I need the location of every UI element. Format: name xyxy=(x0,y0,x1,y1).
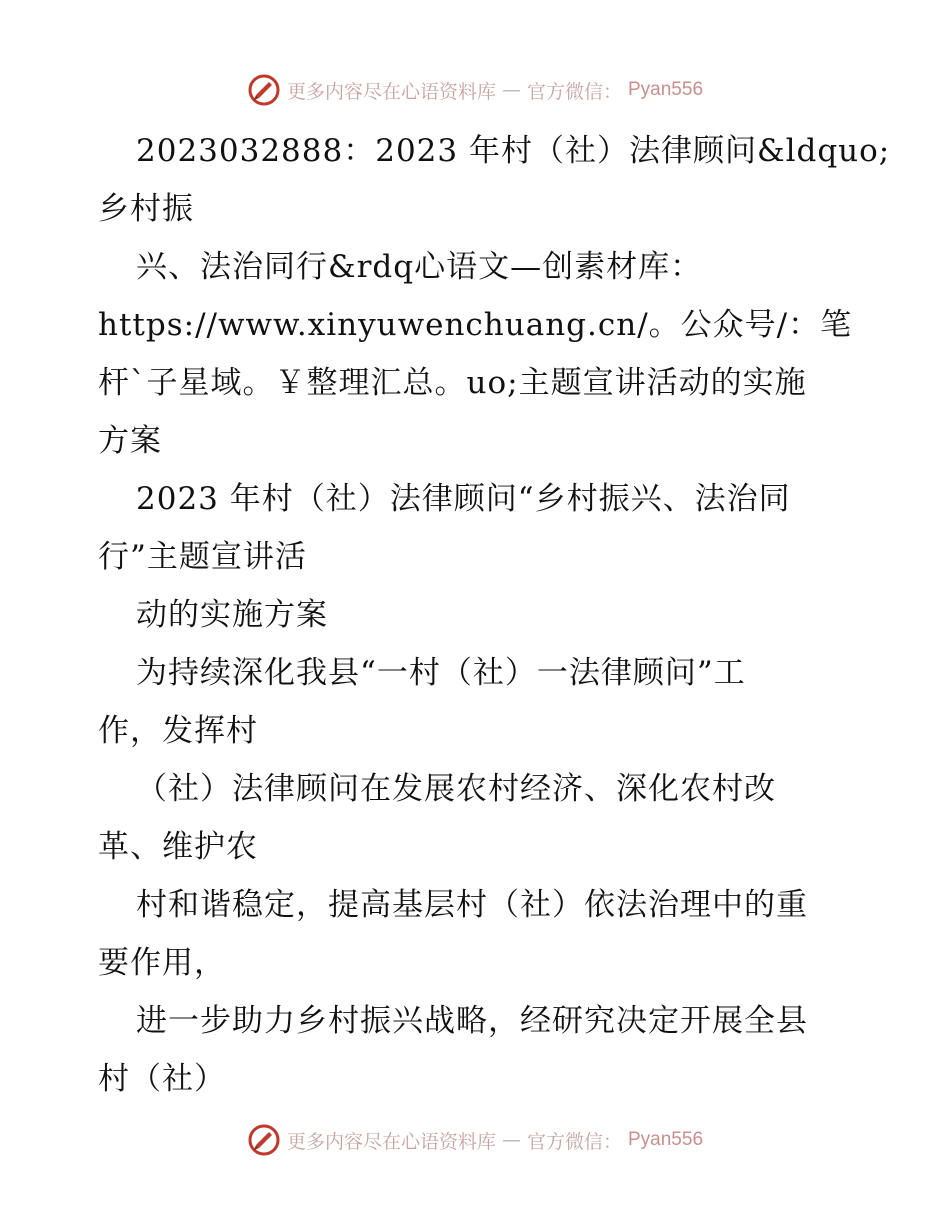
text-line: 作，发挥村 xyxy=(98,713,258,749)
footer-site-text: 更多内容尽在心语资料库 xyxy=(286,1130,496,1153)
brand-logo-icon xyxy=(247,73,281,107)
footer-wechat-id: Pyan556 xyxy=(628,1129,704,1150)
header-site-text: 更多内容尽在心语资料库 xyxy=(286,80,496,103)
text-line: 村和谐稳定，提高基层村（社）依法治理中的重 xyxy=(136,887,808,923)
footer-watermark-banner xyxy=(0,1120,950,1160)
text-line: 革、维护农 xyxy=(98,829,258,865)
text-line: 兴、法治同行&rdq心语文—创素材库： xyxy=(136,249,703,285)
text-line: 杆`子星域。￥整理汇总。uo;主题宣讲活动的实施 xyxy=(98,365,807,401)
text-line: 为持续深化我县“一村（社）一法律顾问”工 xyxy=(136,655,746,691)
text-line: 进一步助力乡村振兴战略，经研究决定开展全县 xyxy=(136,1003,808,1039)
text-line: （社）法律顾问在发展农村经济、深化农村改 xyxy=(136,771,776,807)
footer-wechat-label: 官方微信： xyxy=(526,1130,622,1153)
header-watermark-banner xyxy=(0,70,950,110)
text-line: 2023 年村（社）法律顾问“乡村振兴、法治同 xyxy=(136,481,791,517)
header-wechat-label: 官方微信： xyxy=(526,80,622,103)
text-line: 动的实施方案 xyxy=(136,597,328,633)
header-wechat-id: Pyan556 xyxy=(628,79,704,100)
text-line: 2023032888：2023 年村（社）法律顾问&ldquo; xyxy=(136,133,891,169)
header-separator: — xyxy=(501,79,521,101)
text-line: https://www.xinyuwenchuang.cn/。公众号/：笔 xyxy=(98,307,853,343)
text-line: 村（社） xyxy=(98,1061,226,1097)
text-line: 要作用， xyxy=(98,945,226,981)
footer-separator: — xyxy=(501,1129,521,1151)
text-line: 方案 xyxy=(98,423,162,459)
brand-logo-icon xyxy=(247,1123,281,1157)
document-body xyxy=(98,122,891,1108)
text-line: 行”主题宣讲活 xyxy=(98,539,307,575)
text-line: 乡村振 xyxy=(98,191,194,227)
